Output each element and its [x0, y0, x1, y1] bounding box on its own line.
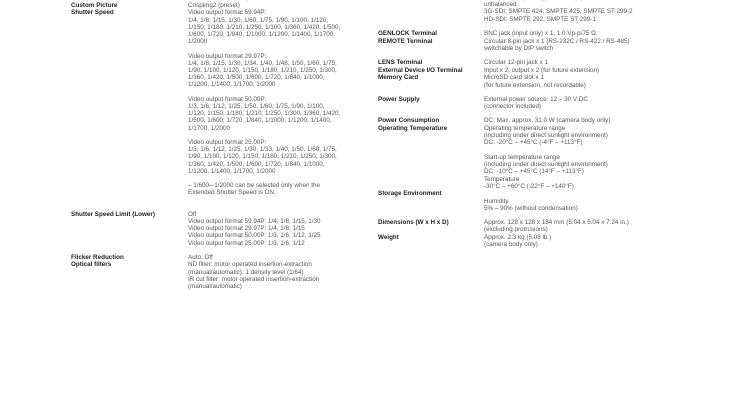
spec-label: Operating Temperature — [378, 124, 448, 132]
spec-value: Input x 2, output x 2 (for future extension) — [484, 66, 600, 74]
spec-row-optical-filters — [71, 261, 371, 290]
spec-value: External power source: 12 – 30 V DC (connector included) — [484, 95, 588, 110]
spec-value: Auto, Off — [188, 253, 213, 261]
spec-label: Memory Card — [378, 74, 419, 82]
spec-row-dimensions — [378, 219, 678, 233]
spec-label: Weight — [378, 234, 399, 242]
spec-value: Approx. 128 x 128 x 184 mm (5.04 x 5.04 x 7.24 in.) (excluding protrusions) — [484, 219, 629, 234]
spec-value: BNC jack (input only) x 1, 1.0 Vp-p/75 Ω — [484, 29, 596, 37]
spec-label: Storage Environment — [378, 190, 442, 198]
spec-label: Optical filters — [71, 261, 112, 269]
spec-label: Dimensions (W x H x D) — [378, 219, 449, 227]
spec-value: Circular 8-pin jack x 1 (RS-232C / RS-422 / RS-485) switchable by DIP switch — [484, 37, 630, 52]
spec-value: Off Video output format 59.94P: 1/4, 1/8, 1/15, 1/30 Video output format 29.97P: 1/4, 1/8, 1/15 Video output format 50.00P: 1/3, 1/6, 1/12, 1/25 Video output format 25.00P: 1/3, 1/6, 1/12 — [188, 210, 321, 247]
spec-label: Flicker Reduction — [71, 253, 124, 261]
spec-label: Power Consumption — [378, 117, 440, 125]
spec-row-3g-hd-sdi — [378, 0, 678, 23]
spec-row-external-device-io — [378, 67, 678, 74]
spec-row-operating-temperature — [378, 125, 678, 175]
spec-label: External Device I/O Terminal — [378, 66, 463, 74]
spec-row-custom-picture — [71, 2, 371, 9]
spec-label: Power Supply — [378, 95, 420, 103]
spec-row-flicker-reduction — [71, 254, 371, 261]
spec-value: unbalanced 3G-SDI: SMPTE 424, SMPTE 425, SMPTE ST 299-2 HD-SDI: SMPTE 292, SMPTE ST 299-1 — [484, 1, 633, 23]
spec-row-shutter-speed-limit — [71, 211, 371, 247]
spec-column-left — [71, 0, 371, 290]
spec-value: Approx. 2.3 kg (5.08 lb.) (camera body only) — [484, 234, 552, 249]
spec-column-right — [378, 0, 678, 249]
spec-row-weight — [378, 234, 678, 248]
spec-label: Shutter Speed — [71, 9, 114, 17]
spec-row-genlock — [378, 30, 678, 37]
spec-label: Shutter Speed Limit (Lower) — [71, 210, 155, 218]
spec-value: DC: Max. approx. 31.0 W (camera body only) — [484, 117, 611, 125]
spec-value: MicroSD card slot x 1 (for future extension, not recordable) — [484, 74, 586, 89]
spec-value: Video output format 59.94P: 1/4, 1/8, 1/15, 1/30, 1/60, 1/75, 1/90, 1/100, 1/120, 1/150, 1/180, 1/210, 1/250, 1/300, 1/360, 1/420, 1/500, 1/600, 1/720, 1/840, 1/1000, 1/1200, 1/1400, 1/1700, 1/2000 Video output format 29.97P: 1/4, 1/8, 1/15, 1/30, 1/34, 1/40, 1/48, 1/50, 1/60, 1/75, 1/90, 1/100, 1/120, 1/150, 1/180, 1/210, 1/250, 1/300, 1/360, 1/420, 1/500, 1/600, 1/720, 1/840, 1/1000, 1/1200, 1/1400, 1/1700, 1/2000 Video output format 50.00P: 1/3, 1/6, 1/12, 1/25, 1/50, 1/60, 1/75, 1/90, 1/100, 1/120, 1/150, 1/180, 1/210, 1/250, 1/300, 1/360, 1/420, 1/500, 1/600, 1/720, 1/840, 1/1000, 1/1200, 1/1400, 1/1700, 1/2000 Video output format 25.00P: 1/3, 1/6, 1/12, 1/25, 1/30, 1/33, 1/40, 1/50, 1/60, 1/75, 1/90, 1/100, 1/120, 1/150, 1/180, 1/210, 1/250, 1/300, 1/360, 1/420, 1/500, 1/600, 1/720, 1/840, 1/1000, 1/1200, 1/1400, 1/1700, 1/2000 – 1/600– 1/2000 can be selected only when the Extended Shutter Speed is ON. — [188, 9, 341, 197]
spec-row-remote — [378, 38, 678, 52]
spec-label — [378, 0, 437, 1]
spec-label: GENLOCK Terminal — [378, 29, 438, 37]
spec-row-power-consumption — [378, 117, 678, 124]
spec-row-memory-card — [378, 74, 678, 88]
spec-label: REMOTE Terminal — [378, 37, 433, 45]
spec-row-storage-environment — [378, 176, 678, 212]
spec-value: Temperature -30°C – +60°C (-22°F – +140°F) Humidity 5% – 90% (without condensation) — [484, 176, 578, 213]
spec-value: Crispimg2 (preset) — [188, 1, 240, 9]
spec-row-lens — [378, 59, 678, 66]
spec-value: ND filter: motor operated insertion-extraction (manual/automatic), 1 density level (1/64) IR cut filter: motor operated insertion-extraction (manual/automatic) — [188, 261, 320, 291]
spec-value: Circular 12-pin jack x 1 — [484, 58, 549, 66]
spec-label: LENS Terminal — [378, 58, 423, 66]
spec-row-shutter-speed — [71, 9, 371, 196]
spec-label: Custom Picture — [71, 1, 118, 9]
spec-row-power-supply — [378, 96, 678, 110]
spec-value: Operating temperature range (including under direct sunlight environment) DC: -20°C – +45°C (-4°F – +113°F) Start-up temperature range (including under direct sunlight environment) DC: -10°C – +45°C (14°F – +113°F) — [484, 124, 608, 176]
